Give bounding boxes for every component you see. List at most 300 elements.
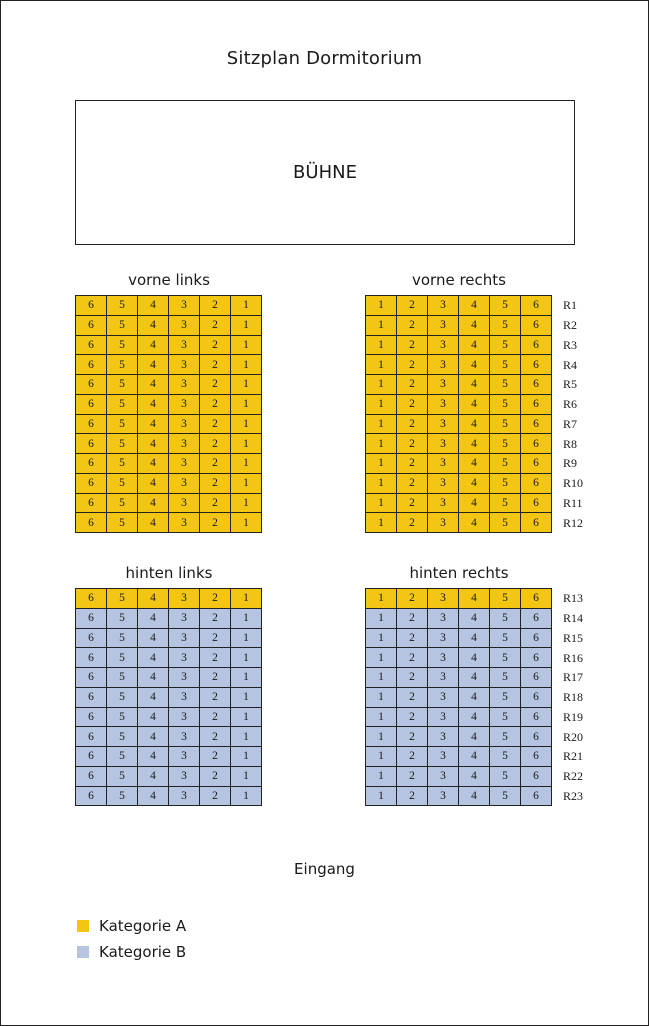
seat[interactable]: 5 [107, 395, 138, 415]
seat[interactable]: 2 [200, 648, 231, 668]
seat[interactable]: 6 [521, 474, 552, 494]
seat[interactable]: 5 [107, 648, 138, 668]
seat[interactable]: 6 [76, 415, 107, 435]
seat[interactable]: 6 [76, 609, 107, 629]
seat[interactable]: 4 [459, 767, 490, 787]
seat[interactable]: 1 [366, 648, 397, 668]
seat[interactable]: 4 [138, 355, 169, 375]
row-label: R23 [563, 788, 584, 803]
seat[interactable]: 5 [107, 336, 138, 356]
seat[interactable]: 4 [138, 668, 169, 688]
seat[interactable]: 6 [521, 629, 552, 649]
seat[interactable]: 4 [138, 434, 169, 454]
seat[interactable]: 3 [428, 336, 459, 356]
seat[interactable]: 1 [366, 395, 397, 415]
row-label: R22 [563, 769, 584, 784]
seat[interactable]: 1 [231, 395, 262, 415]
seat[interactable]: 2 [397, 395, 428, 415]
seat[interactable]: 1 [231, 787, 262, 807]
seat[interactable]: 1 [366, 474, 397, 494]
seat[interactable]: 1 [231, 747, 262, 767]
seat[interactable]: 2 [397, 355, 428, 375]
seat[interactable]: 3 [428, 454, 459, 474]
seat[interactable]: 1 [231, 648, 262, 668]
seat[interactable]: 4 [459, 513, 490, 533]
seat[interactable]: 6 [76, 727, 107, 747]
seat[interactable]: 6 [521, 648, 552, 668]
seat[interactable]: 5 [490, 708, 521, 728]
seat[interactable]: 1 [366, 316, 397, 336]
seat[interactable]: 3 [169, 727, 200, 747]
row-label: R5 [563, 377, 578, 392]
seat[interactable]: 2 [397, 316, 428, 336]
seat[interactable]: 2 [397, 747, 428, 767]
seat[interactable]: 1 [231, 296, 262, 316]
seat[interactable]: 1 [366, 454, 397, 474]
seat[interactable]: 6 [521, 589, 552, 609]
seat[interactable]: 1 [231, 727, 262, 747]
seat[interactable]: 2 [200, 296, 231, 316]
seat[interactable]: 5 [490, 316, 521, 336]
seat[interactable]: 5 [490, 494, 521, 514]
seat[interactable]: 2 [200, 767, 231, 787]
seat[interactable]: 6 [521, 494, 552, 514]
seat[interactable]: 6 [76, 375, 107, 395]
seat[interactable]: 2 [200, 787, 231, 807]
row-label: R1 [563, 298, 578, 313]
seat[interactable]: 4 [138, 415, 169, 435]
seat[interactable]: 6 [76, 474, 107, 494]
seat[interactable]: 5 [107, 629, 138, 649]
seat[interactable]: 3 [169, 688, 200, 708]
seat[interactable]: 5 [490, 747, 521, 767]
seat[interactable]: 3 [169, 513, 200, 533]
row-label: R17 [563, 670, 584, 685]
seat[interactable]: 3 [169, 648, 200, 668]
seat[interactable]: 4 [138, 513, 169, 533]
seat[interactable]: 6 [76, 708, 107, 728]
seat[interactable]: 4 [459, 454, 490, 474]
seat[interactable]: 6 [521, 609, 552, 629]
seat[interactable]: 6 [521, 767, 552, 787]
seat[interactable]: 2 [200, 395, 231, 415]
seat[interactable]: 2 [397, 727, 428, 747]
seat[interactable]: 6 [521, 316, 552, 336]
seat[interactable]: 3 [169, 767, 200, 787]
seat[interactable]: 4 [138, 494, 169, 514]
seat[interactable]: 4 [459, 787, 490, 807]
seat[interactable]: 5 [107, 747, 138, 767]
seat[interactable]: 1 [366, 355, 397, 375]
seat[interactable]: 4 [459, 668, 490, 688]
seat[interactable]: 3 [428, 513, 459, 533]
seat[interactable]: 6 [76, 494, 107, 514]
seat[interactable]: 4 [138, 336, 169, 356]
seat[interactable]: 1 [366, 727, 397, 747]
seat[interactable]: 5 [107, 494, 138, 514]
seat-block-hinten-rechts [365, 588, 552, 806]
seat[interactable]: 1 [366, 668, 397, 688]
seat[interactable]: 2 [200, 355, 231, 375]
seat[interactable]: 3 [169, 747, 200, 767]
seat[interactable]: 1 [231, 629, 262, 649]
section-title-hinten-links: hinten links [125, 564, 213, 582]
seat[interactable]: 3 [428, 375, 459, 395]
seat[interactable]: 2 [200, 434, 231, 454]
seat[interactable]: 1 [366, 415, 397, 435]
seat[interactable]: 3 [428, 787, 459, 807]
seat-block-vorne-rechts [365, 295, 552, 533]
seat[interactable]: 3 [428, 494, 459, 514]
row-labels-front [563, 296, 593, 533]
seat[interactable]: 2 [397, 668, 428, 688]
seat[interactable]: 4 [459, 589, 490, 609]
seat[interactable]: 2 [397, 787, 428, 807]
seat[interactable]: 1 [366, 589, 397, 609]
seat[interactable]: 2 [200, 708, 231, 728]
seat[interactable]: 1 [366, 434, 397, 454]
seat[interactable]: 2 [397, 494, 428, 514]
legend-swatch-kategorie-b [77, 946, 89, 958]
seat[interactable]: 6 [521, 296, 552, 316]
seat[interactable]: 3 [428, 727, 459, 747]
seat[interactable]: 3 [428, 316, 459, 336]
seat[interactable]: 5 [107, 589, 138, 609]
seat[interactable]: 5 [490, 395, 521, 415]
seat[interactable]: 4 [138, 609, 169, 629]
seat[interactable]: 1 [366, 513, 397, 533]
seat[interactable]: 3 [169, 609, 200, 629]
seat[interactable]: 5 [107, 454, 138, 474]
seat[interactable]: 3 [428, 629, 459, 649]
seat[interactable]: 3 [169, 708, 200, 728]
seat[interactable]: 2 [200, 454, 231, 474]
seat[interactable]: 5 [107, 708, 138, 728]
seat[interactable]: 5 [107, 767, 138, 787]
seat[interactable]: 1 [366, 688, 397, 708]
seat[interactable]: 5 [107, 434, 138, 454]
seat[interactable]: 6 [521, 708, 552, 728]
stage-label: BÜHNE [293, 162, 357, 183]
seat[interactable]: 1 [231, 434, 262, 454]
seat[interactable]: 4 [459, 296, 490, 316]
seat[interactable]: 2 [200, 727, 231, 747]
seat[interactable]: 5 [490, 648, 521, 668]
seat[interactable]: 2 [200, 415, 231, 435]
seat[interactable]: 2 [397, 708, 428, 728]
seat[interactable]: 6 [76, 296, 107, 316]
seat[interactable]: 3 [428, 474, 459, 494]
seat[interactable]: 1 [231, 708, 262, 728]
seat[interactable]: 1 [366, 708, 397, 728]
seat[interactable]: 5 [107, 513, 138, 533]
seat[interactable]: 6 [521, 434, 552, 454]
seat[interactable]: 5 [107, 609, 138, 629]
seat[interactable]: 5 [490, 375, 521, 395]
seat[interactable]: 2 [200, 336, 231, 356]
row-label: R3 [563, 337, 578, 352]
seat[interactable]: 2 [397, 609, 428, 629]
seat[interactable]: 4 [138, 296, 169, 316]
seat[interactable]: 2 [200, 747, 231, 767]
seat[interactable]: 4 [459, 316, 490, 336]
seat[interactable]: 3 [169, 454, 200, 474]
seat[interactable]: 6 [76, 589, 107, 609]
seat[interactable]: 6 [76, 629, 107, 649]
seat[interactable]: 4 [138, 589, 169, 609]
seat[interactable]: 1 [231, 336, 262, 356]
legend-label-kategorie-a: Kategorie A [99, 917, 187, 935]
seat[interactable]: 6 [521, 355, 552, 375]
seat[interactable]: 1 [231, 474, 262, 494]
seat[interactable]: 4 [138, 787, 169, 807]
seat[interactable]: 4 [459, 355, 490, 375]
seat[interactable]: 1 [366, 767, 397, 787]
seat[interactable]: 3 [169, 395, 200, 415]
seat[interactable]: 3 [169, 589, 200, 609]
seat[interactable]: 4 [459, 395, 490, 415]
seat[interactable]: 2 [397, 648, 428, 668]
seat[interactable]: 3 [169, 787, 200, 807]
seat[interactable]: 1 [366, 629, 397, 649]
seat[interactable]: 5 [490, 355, 521, 375]
row-label: R14 [563, 611, 584, 626]
seat[interactable]: 4 [138, 316, 169, 336]
seat[interactable]: 5 [107, 474, 138, 494]
seat[interactable]: 4 [459, 609, 490, 629]
seat[interactable]: 2 [397, 296, 428, 316]
row-label: R18 [563, 690, 584, 705]
seat[interactable]: 5 [107, 668, 138, 688]
seat[interactable]: 5 [107, 316, 138, 336]
seat[interactable]: 4 [138, 688, 169, 708]
seat[interactable]: 6 [76, 648, 107, 668]
seat[interactable]: 4 [459, 727, 490, 747]
seat[interactable]: 2 [397, 375, 428, 395]
seat[interactable]: 3 [169, 668, 200, 688]
seat[interactable]: 4 [459, 688, 490, 708]
seat[interactable]: 6 [76, 395, 107, 415]
seat[interactable]: 5 [490, 668, 521, 688]
seat[interactable]: 3 [169, 629, 200, 649]
seat[interactable]: 6 [521, 668, 552, 688]
seat[interactable]: 4 [138, 454, 169, 474]
seat[interactable]: 6 [521, 375, 552, 395]
seat[interactable]: 5 [490, 434, 521, 454]
seat[interactable]: 1 [231, 589, 262, 609]
seat[interactable]: 2 [200, 494, 231, 514]
seat[interactable]: 4 [459, 375, 490, 395]
seat[interactable]: 2 [397, 474, 428, 494]
seat[interactable]: 5 [107, 415, 138, 435]
seat[interactable]: 3 [428, 415, 459, 435]
seat[interactable]: 6 [76, 355, 107, 375]
seat[interactable]: 6 [521, 787, 552, 807]
seat[interactable]: 2 [397, 513, 428, 533]
seat[interactable]: 4 [138, 648, 169, 668]
seat[interactable]: 3 [428, 747, 459, 767]
seat[interactable]: 2 [397, 336, 428, 356]
row-label: R9 [563, 456, 578, 471]
legend [77, 913, 186, 965]
seat[interactable]: 4 [459, 747, 490, 767]
seat[interactable]: 6 [521, 513, 552, 533]
seat-block-hinten-links [75, 588, 262, 806]
seat[interactable]: 3 [169, 355, 200, 375]
seat[interactable]: 5 [490, 513, 521, 533]
seat[interactable]: 4 [138, 727, 169, 747]
seat[interactable]: 4 [138, 767, 169, 787]
seat[interactable]: 5 [490, 688, 521, 708]
seat[interactable]: 1 [366, 375, 397, 395]
seat[interactable]: 6 [521, 454, 552, 474]
seat[interactable]: 4 [138, 708, 169, 728]
seat[interactable]: 4 [138, 629, 169, 649]
seat[interactable]: 6 [521, 415, 552, 435]
row-label: R13 [563, 591, 584, 606]
seat[interactable]: 1 [231, 355, 262, 375]
seat[interactable]: 1 [231, 513, 262, 533]
seat[interactable]: 6 [521, 747, 552, 767]
seat[interactable]: 3 [428, 609, 459, 629]
seat[interactable]: 5 [490, 454, 521, 474]
seat[interactable]: 1 [231, 688, 262, 708]
seat[interactable]: 2 [200, 513, 231, 533]
seat[interactable]: 3 [169, 336, 200, 356]
row-label: R15 [563, 630, 584, 645]
row-label: R7 [563, 416, 578, 431]
seat[interactable]: 6 [521, 336, 552, 356]
seat[interactable]: 4 [138, 395, 169, 415]
seat[interactable]: 6 [76, 787, 107, 807]
seat[interactable]: 5 [490, 609, 521, 629]
seat[interactable]: 2 [200, 474, 231, 494]
seat[interactable]: 6 [521, 395, 552, 415]
seat[interactable]: 2 [397, 434, 428, 454]
seat[interactable]: 1 [366, 494, 397, 514]
seat[interactable]: 2 [200, 688, 231, 708]
seat[interactable]: 2 [397, 454, 428, 474]
seat[interactable]: 5 [490, 727, 521, 747]
seat[interactable]: 3 [428, 648, 459, 668]
seat[interactable]: 2 [397, 415, 428, 435]
seat[interactable]: 3 [169, 494, 200, 514]
seat[interactable]: 2 [200, 589, 231, 609]
seat[interactable]: 1 [231, 767, 262, 787]
seat[interactable]: 3 [428, 589, 459, 609]
seat[interactable]: 5 [107, 355, 138, 375]
seat[interactable]: 2 [200, 609, 231, 629]
seat[interactable]: 3 [428, 708, 459, 728]
seat[interactable]: 1 [366, 609, 397, 629]
seat[interactable]: 3 [428, 434, 459, 454]
seat[interactable]: 2 [200, 375, 231, 395]
seat[interactable]: 5 [107, 375, 138, 395]
seat[interactable]: 5 [490, 336, 521, 356]
seat[interactable]: 6 [76, 434, 107, 454]
seat[interactable]: 3 [169, 375, 200, 395]
seat[interactable]: 5 [490, 767, 521, 787]
seat[interactable]: 4 [459, 415, 490, 435]
seat[interactable]: 1 [231, 316, 262, 336]
seat[interactable]: 1 [231, 668, 262, 688]
seat[interactable]: 6 [76, 316, 107, 336]
seat[interactable]: 4 [138, 375, 169, 395]
seat[interactable]: 2 [397, 688, 428, 708]
page-title: Sitzplan Dormitorium [226, 48, 423, 69]
seat[interactable]: 6 [521, 727, 552, 747]
seat[interactable]: 2 [397, 629, 428, 649]
seat[interactable]: 4 [138, 474, 169, 494]
seat[interactable]: 1 [231, 415, 262, 435]
seat[interactable]: 3 [428, 296, 459, 316]
seat[interactable]: 6 [76, 454, 107, 474]
seat[interactable]: 6 [76, 747, 107, 767]
seat[interactable]: 3 [169, 474, 200, 494]
seat[interactable]: 1 [231, 454, 262, 474]
seat[interactable]: 2 [200, 668, 231, 688]
seat[interactable]: 3 [428, 668, 459, 688]
seat[interactable]: 2 [397, 767, 428, 787]
legend-item-kategorie-a [77, 913, 186, 939]
seat[interactable]: 5 [490, 629, 521, 649]
seat[interactable]: 5 [107, 296, 138, 316]
seat[interactable]: 4 [459, 708, 490, 728]
seat[interactable]: 1 [231, 375, 262, 395]
seat[interactable]: 1 [231, 609, 262, 629]
seat[interactable]: 3 [428, 688, 459, 708]
seat[interactable]: 1 [231, 494, 262, 514]
seat[interactable]: 5 [490, 415, 521, 435]
seat[interactable]: 5 [107, 727, 138, 747]
seat[interactable]: 6 [76, 767, 107, 787]
seat[interactable]: 6 [521, 688, 552, 708]
seat[interactable]: 6 [76, 336, 107, 356]
seat[interactable]: 4 [459, 648, 490, 668]
seat[interactable]: 1 [366, 747, 397, 767]
seat[interactable]: 3 [169, 296, 200, 316]
seat[interactable]: 4 [138, 747, 169, 767]
seat[interactable]: 2 [200, 316, 231, 336]
seat[interactable]: 5 [490, 589, 521, 609]
seat[interactable]: 3 [169, 415, 200, 435]
seat[interactable]: 5 [490, 787, 521, 807]
seat[interactable]: 5 [490, 296, 521, 316]
seat[interactable]: 4 [459, 336, 490, 356]
seat[interactable]: 3 [169, 434, 200, 454]
seat[interactable]: 5 [107, 688, 138, 708]
seat[interactable]: 1 [366, 787, 397, 807]
seat[interactable]: 5 [490, 474, 521, 494]
seat[interactable]: 4 [459, 629, 490, 649]
seat[interactable]: 4 [459, 494, 490, 514]
seat[interactable]: 4 [459, 434, 490, 454]
seat[interactable]: 5 [107, 787, 138, 807]
seat[interactable]: 3 [428, 767, 459, 787]
seat[interactable]: 3 [428, 355, 459, 375]
seat[interactable]: 3 [428, 395, 459, 415]
seat[interactable]: 2 [200, 629, 231, 649]
seat[interactable]: 2 [397, 589, 428, 609]
seat[interactable]: 1 [366, 336, 397, 356]
seat[interactable]: 6 [76, 688, 107, 708]
seat[interactable]: 1 [366, 296, 397, 316]
seat[interactable]: 6 [76, 513, 107, 533]
seat[interactable]: 6 [76, 668, 107, 688]
seat[interactable]: 3 [169, 316, 200, 336]
stage [75, 100, 575, 245]
seat[interactable]: 4 [459, 474, 490, 494]
